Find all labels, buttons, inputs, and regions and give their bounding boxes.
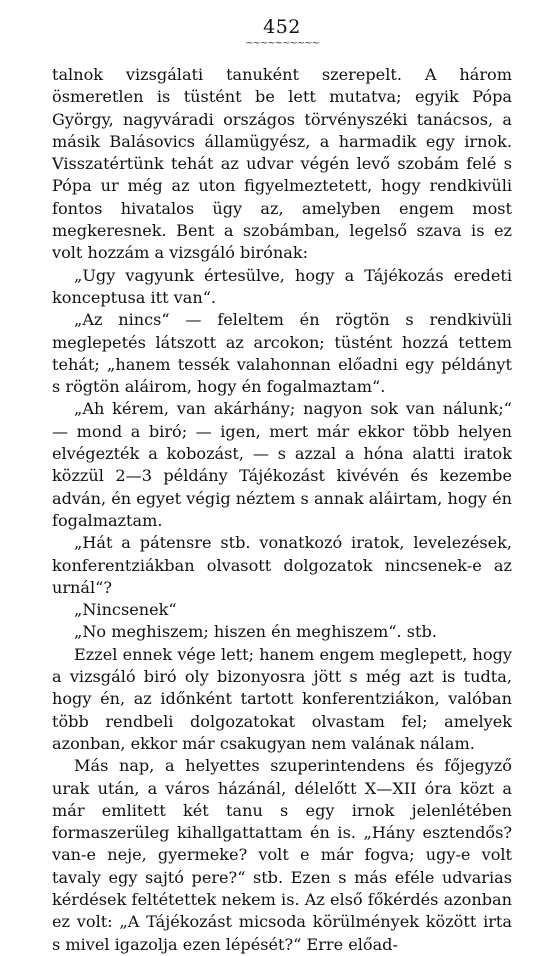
paragraph: „Ah kérem, van akárhány; nagyon sok van nálunk;“ — mond a biró; — igen, mert már ekkor több helyen elvégezték a kobozást, — s azzal a hóna alatti iratok közzül 2—3 példány Tájékozást kivévén és kezembe adván, én egyet végig néztem s annak aláirtam, hogy én fogalmaztam. <box>52 399 512 530</box>
paragraph: Ezzel ennek vége lett; hanem engem meglepett, hogy a vizsgáló biró oly bizonyosra jött s még azt is tudta, hogy én, az időnként tartott konferentziákon, valóban több rendbeli dolgozatokat olvastam fel; amelyek azonban, ekkor már csakugyan nem valának nálam. <box>52 644 512 753</box>
paragraph: Más nap, a helyettes szuperintendens és főjegyző urak után, a város házánál, délelőtt X—XII óra közt a már emlitett két tanu s egy irnok jelenlétében formaszerüleg kihallgattattam én is. „Hány esztendős? van-e neje, gyermeke? volt e már fogva; ugy-e volt tavaly egy sajtó pere?“ stb. Ezen s más eféle udvarias kérdések feltétettek nekem is. Az első főkérdés azonban ez volt: „A Tájékozást micsoda körülmények között irta s mivel igazolja ezen lépését?“ Erre előad- <box>52 756 512 954</box>
paragraph: „Nincsenek“ <box>74 600 177 620</box>
body-text <box>52 64 512 956</box>
paragraph: „Az nincs“ — feleltem én rögtön s rendkivüli meglepetés látszott az arcokon; tüstént hozzá tettem tehát; „hanem tessék valahonnan előadni egy példányt s rögtön aláirom, hogy én fogalmaztam“. <box>52 310 512 397</box>
page-number: 452 <box>263 16 301 38</box>
page-number-ornament: ~~~~~~~~~~ <box>245 38 319 49</box>
paragraph: „No meghiszem; hiszen én meghiszem“. stb. <box>74 622 437 642</box>
paragraph: talnok vizsgálati tanuként szerepelt. A három ösmeretlen is tüstént be lett mutatva; egyik Pópa György, nagyváradi országos törvényszéki tanácsos, a másik Balásovics államügyész, a harmadik egy irnok. Visszatértünk tehát az udvar végén levő szobám felé s Pópa ur még az uton figyelmeztetett, hogy rendkivüli fontos hivatalos ügy az, amelyben engem most megkeresnek. Bent a szobámban, legelső szava is ez volt hozzám a vizsgáló birónak: <box>52 65 512 263</box>
paragraph: „Ugy vagyunk értesülve, hogy a Tájékozás eredeti konceptusa itt van“. <box>52 265 512 307</box>
paragraph: „Hát a pátensre stb. vonatkozó iratok, levelezések, konferentziákban olvasott dolgozatok nincsenek-e az urnál“? <box>52 533 512 597</box>
